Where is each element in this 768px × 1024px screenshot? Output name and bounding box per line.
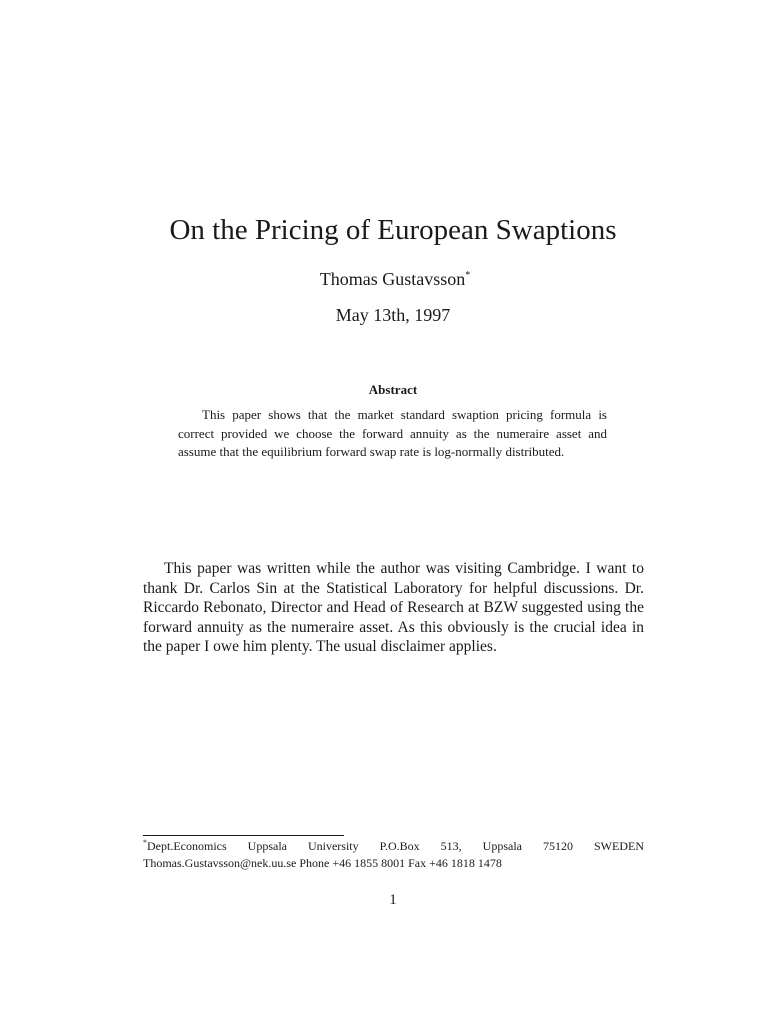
abstract-heading: Abstract <box>368 382 418 397</box>
author-name: Thomas Gustavsson <box>319 269 466 289</box>
footnote-contact: Thomas.Gustavsson@nek.uu.se Phone +46 1855 8001 Fax +46 1818 1478 <box>143 856 502 870</box>
page-number: 1 <box>389 892 397 908</box>
author-footnote-mark: * <box>465 270 471 281</box>
paper-date: May 13th, 1997 <box>335 305 451 325</box>
footnote-mark: * <box>143 838 147 847</box>
footnote-rule <box>143 835 344 836</box>
paper-title: On the Pricing of European Swaptions <box>169 214 617 246</box>
acknowledgement-paragraph: This paper was written while the author was visiting Cambridge. I want to thank Dr. Carlos Sin at the Statistical Laboratory for helpful discussions. Dr. Riccardo Rebonato, Director and Head of Research at BZW suggested using the forward annuity as the numeraire asset. As this obviously is the crucial idea in the paper I owe him plenty. The usual disclaimer applies. <box>143 560 644 655</box>
abstract-text: This paper shows that the market standard swaption pricing formula is correct provided we choose the forward annuity as the numeraire asset and assume that the equilibrium forward swap rate is log-normally distributed. <box>178 407 607 459</box>
footnote <box>143 838 644 872</box>
author-line <box>0 266 768 292</box>
footnote-address: Dept.Economics Uppsala University P.O.Box 513, Uppsala 75120 SWEDEN <box>147 839 644 853</box>
footnote-address-line <box>143 838 644 855</box>
